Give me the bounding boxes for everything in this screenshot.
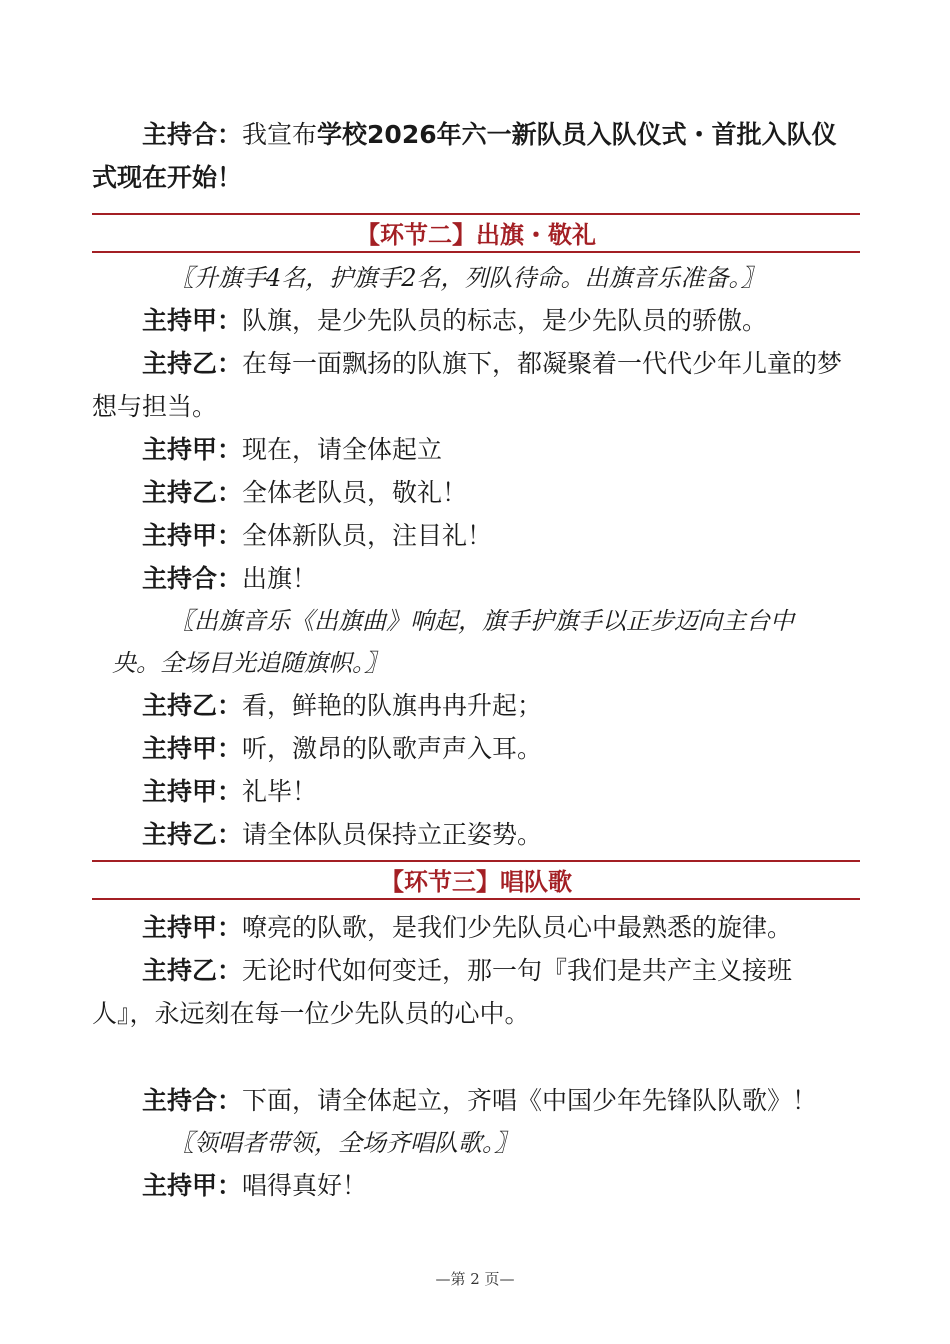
dialogue-line bbox=[92, 428, 860, 471]
dialogue-line bbox=[92, 906, 860, 949]
dialogue-text: 看，鲜艳的队旗冉冉升起； bbox=[242, 691, 543, 720]
speaker-label: 主持合： bbox=[142, 1086, 243, 1115]
speaker-label: 主持乙： bbox=[142, 820, 243, 849]
dialogue-line bbox=[92, 342, 860, 385]
speaker-label: 主持甲： bbox=[142, 521, 243, 550]
stage-direction: 〖领唱者带领，全场齐唱队歌。〗 bbox=[170, 1129, 518, 1157]
speaker-label: 主持乙： bbox=[142, 956, 243, 985]
speaker-label: 主持甲： bbox=[142, 777, 243, 806]
speaker-label: 主持合： bbox=[142, 564, 243, 593]
dialogue-text: 下面，请全体起立，齐唱《中国少年先锋队队歌》！ bbox=[242, 1086, 818, 1115]
intro-bold-wrap: 式现在开始！ bbox=[92, 163, 243, 192]
stage-direction: 〖升旗手4名，护旗手2名，列队待命。出旗音乐准备。〗 bbox=[170, 264, 765, 292]
dialogue-line bbox=[92, 727, 860, 770]
dialogue-line bbox=[92, 770, 860, 813]
speaker-label: 主持甲： bbox=[142, 306, 243, 335]
document-page bbox=[92, 0, 860, 1207]
stage-direction-wrap: 央。全场目光追随旗帜。〗 bbox=[112, 649, 388, 677]
dialogue-text: 现在，请全体起立 bbox=[242, 435, 443, 464]
speaker-label: 主持乙： bbox=[142, 691, 243, 720]
dialogue-text: 全体新队员，注目礼！ bbox=[242, 521, 493, 550]
dialogue-line bbox=[92, 1079, 860, 1122]
stage-direction: 〖出旗音乐《出旗曲》响起，旗手护旗手以正步迈向主台中 bbox=[170, 607, 794, 635]
speaker-label: 主持甲： bbox=[142, 913, 243, 942]
section-header-3: 【环节三】唱队歌 bbox=[92, 860, 860, 900]
dialogue-text: 听，激昂的队歌声声入耳。 bbox=[242, 734, 543, 763]
speaker-label: 主持甲： bbox=[142, 734, 243, 763]
dialogue-line bbox=[92, 949, 860, 992]
page-number-footer: —第 2 页— bbox=[435, 1270, 515, 1288]
dialogue-text: 在每一面飘扬的队旗下，都凝聚着一代代少年儿童的梦 bbox=[242, 349, 843, 378]
dialogue-line bbox=[92, 1164, 860, 1207]
dialogue-line bbox=[92, 557, 860, 600]
speaker-label: 主持甲： bbox=[142, 435, 243, 464]
section-header-2: 【环节二】出旗・敬礼 bbox=[92, 213, 860, 253]
dialogue-line bbox=[92, 684, 860, 727]
intro-line bbox=[92, 113, 860, 156]
dialogue-wrap: 人』，永远刻在每一位少先队员的心中。 bbox=[92, 999, 530, 1028]
dialogue-text: 唱得真好！ bbox=[242, 1171, 368, 1200]
dialogue-text: 队旗，是少先队员的标志，是少先队员的骄傲。 bbox=[242, 306, 768, 335]
dialogue-line bbox=[92, 471, 860, 514]
speaker-label: 主持合： bbox=[142, 120, 243, 149]
intro-text: 我宣布 bbox=[242, 120, 318, 149]
dialogue-text: 请全体队员保持立正姿势。 bbox=[242, 820, 543, 849]
dialogue-text: 全体老队员，敬礼！ bbox=[242, 478, 468, 507]
speaker-label: 主持乙： bbox=[142, 478, 243, 507]
dialogue-line bbox=[92, 813, 860, 856]
speaker-label: 主持乙： bbox=[142, 349, 243, 378]
speaker-label: 主持甲： bbox=[142, 1171, 243, 1200]
dialogue-text: 嘹亮的队歌，是我们少先队员心中最熟悉的旋律。 bbox=[242, 913, 793, 942]
dialogue-wrap: 想与担当。 bbox=[92, 392, 218, 421]
intro-bold-text: 学校2026年六一新队员入队仪式・首批入队仪 bbox=[317, 120, 837, 149]
dialogue-text: 无论时代如何变迁，那一句『我们是共产主义接班 bbox=[242, 956, 793, 985]
dialogue-text: 出旗！ bbox=[242, 564, 318, 593]
dialogue-line bbox=[92, 514, 860, 557]
dialogue-text: 礼毕！ bbox=[242, 777, 318, 806]
dialogue-line bbox=[92, 299, 860, 342]
